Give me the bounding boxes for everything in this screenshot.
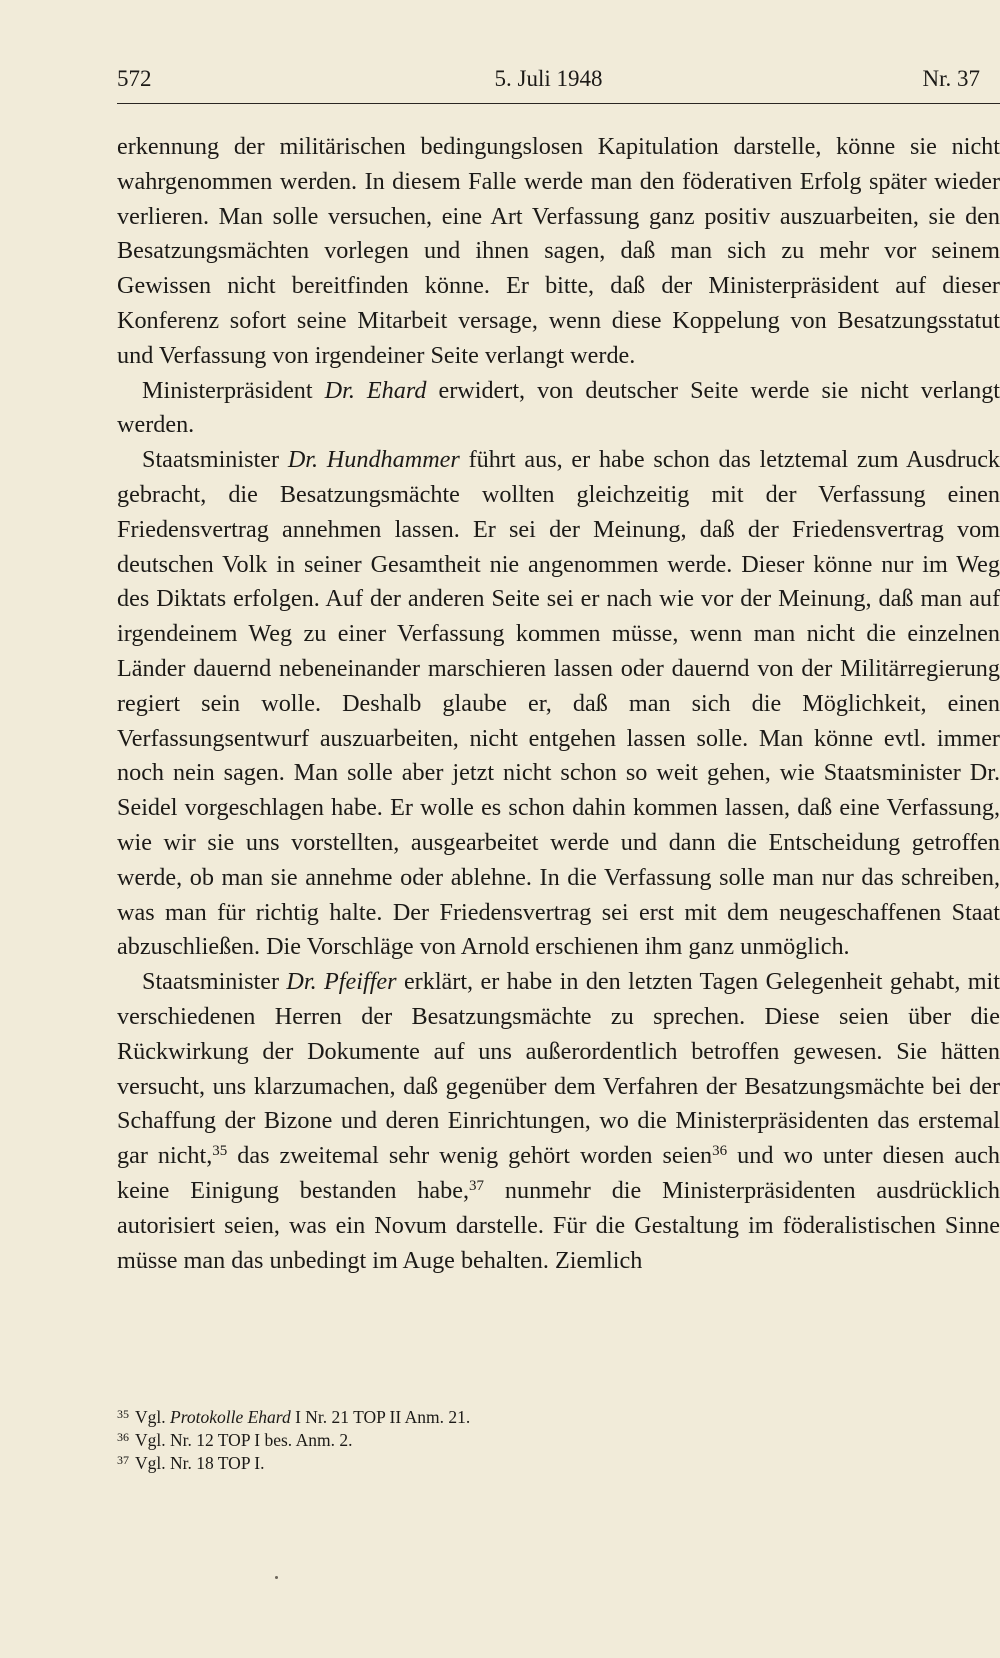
paragraph	[117, 965, 1000, 1278]
paragraph-text: Ministerpräsident	[142, 376, 325, 404]
speaker-name: Dr. Pfeiffer	[286, 968, 397, 996]
document-number: Nr. 37	[922, 66, 980, 91]
footnote-text: Vgl.	[135, 1407, 170, 1427]
footnote	[117, 1406, 817, 1429]
page-number: 572	[117, 66, 152, 91]
footnote-text: I Nr. 21 TOP II Anm. 21.	[290, 1407, 471, 1427]
header-date: 5. Juli 1948	[494, 66, 603, 91]
paragraph-text: führt aus, er habe schon das letztemal zum Ausdruck gebracht, die Besatzungsmächte wollten gleichzeitig mit der Verfassung einen Friedensvertrag annehmen lassen. Er sei der Meinung, daß der Friedensvertrag vom deutschen Volk in seiner Gesamtheit nie angenommen werde. Dieser könne nur im Weg des Diktats erfolgen. Auf der anderen Seite sei er nach wie vor der Meinung, daß man auf irgendeinem Weg zu einer Verfassung kommen müsse, wenn man nicht die einzelnen Länder dauernd nebeneinander marschieren lassen oder dauernd von der Militärregierung regiert sein wolle. Deshalb glaube er, daß man sich die Möglichkeit, einen Verfassungsentwurf auszuarbeiten, nicht entgehen lassen solle. Man könne evtl. immer noch nein sagen. Man solle aber jetzt nicht schon so weit gehen, wie Staatsminister Dr. Seidel vorgeschlagen habe. Er wolle es schon dahin kommen lassen, daß eine Verfassung, wie wir sie uns vorstellten, ausgearbeitet werde und dann die Entscheidung getroffen werde, ob man sie annehme oder ablehne. In die Verfassung solle man nur das schreiben, was man für richtig halte. Der Friedensvertrag sei erst mit dem neugeschaffenen Staat abzuschließen. Die Vorschläge von Arnold erschienen ihm ganz unmöglich.	[117, 446, 1000, 961]
paragraph-text: das zweitemal sehr wenig gehört worden seien	[227, 1142, 713, 1170]
paragraph	[117, 130, 1000, 374]
paragraph-text: und wo unter diesen auch keine Einigung bestanden habe,	[117, 1142, 1000, 1204]
body-text	[117, 130, 1000, 1278]
paragraph	[117, 443, 1000, 965]
footnote-number: 36	[117, 1429, 129, 1444]
footnote-ref: 36	[712, 1142, 728, 1159]
header-rule	[117, 103, 1000, 104]
footnote-ref: 35	[212, 1142, 228, 1159]
footnote-source-title: Protokolle Ehard	[170, 1407, 291, 1427]
paragraph-text: nunmehr die Ministerpräsidenten ausdrücklich autorisiert seien, was ein Novum darstelle. Für die Gestaltung im föderalistischen Sinne müsse man das unbedingt im Auge behalten. Ziemlich	[117, 1176, 1000, 1274]
paragraph-text: erkennung der militärischen bedingungslosen Kapitulation darstelle, könne sie nicht wahrgenommen werden. In diesem Falle werde man den föderativen Erfolg später wieder verlieren. Man solle versuchen, eine Art Verfassung ganz positiv auszuarbeiten, sie den Besatzungsmächten vorlegen und ihnen sagen, daß man sich zu mehr vor seinem Gewissen nicht bereitfinden könne. Er bitte, daß der Ministerpräsident auf dieser Konferenz sofort seine Mitarbeit versage, wenn diese Koppelung von Besatzungsstatut und Verfassung von irgendeiner Seite verlangt werde.	[117, 133, 1000, 369]
paragraph-text: erklärt, er habe in den letzten Tagen Gelegenheit gehabt, mit verschiedenen Herren der Besatzungsmächte zu sprechen. Diese seien über die Rückwirkung der Dokumente auf uns außerordentlich betroffen gewesen. Sie hätten versucht, uns klarzumachen, daß gegenüber dem Verfahren der Besatzungsmächte bei der Schaffung der Bizone und deren Einrichtungen, wo die Ministerpräsidenten das erstemal gar nicht,	[117, 968, 1000, 1170]
speaker-name: Dr. Hundhammer	[287, 446, 460, 474]
footnote-number: 37	[117, 1452, 129, 1467]
footnote-ref: 37	[469, 1177, 485, 1194]
paragraph	[117, 374, 1000, 444]
footnote	[117, 1452, 817, 1475]
paper-speck	[275, 1576, 278, 1579]
paragraph-text: Staatsminister	[142, 446, 288, 474]
paragraph-text: Staatsminister	[142, 968, 287, 996]
running-header	[117, 66, 1000, 102]
footnotes	[117, 1406, 817, 1475]
paragraph-text: erwidert, von deutscher Seite werde sie nicht verlangt werden.	[117, 376, 1000, 439]
footnote-text: Vgl. Nr. 12 TOP I bes. Anm. 2.	[135, 1430, 353, 1450]
footnote-text: Vgl. Nr. 18 TOP I.	[135, 1453, 265, 1473]
footnote-number: 35	[117, 1406, 129, 1421]
speaker-name: Dr. Ehard	[324, 376, 427, 404]
footnote	[117, 1429, 817, 1452]
